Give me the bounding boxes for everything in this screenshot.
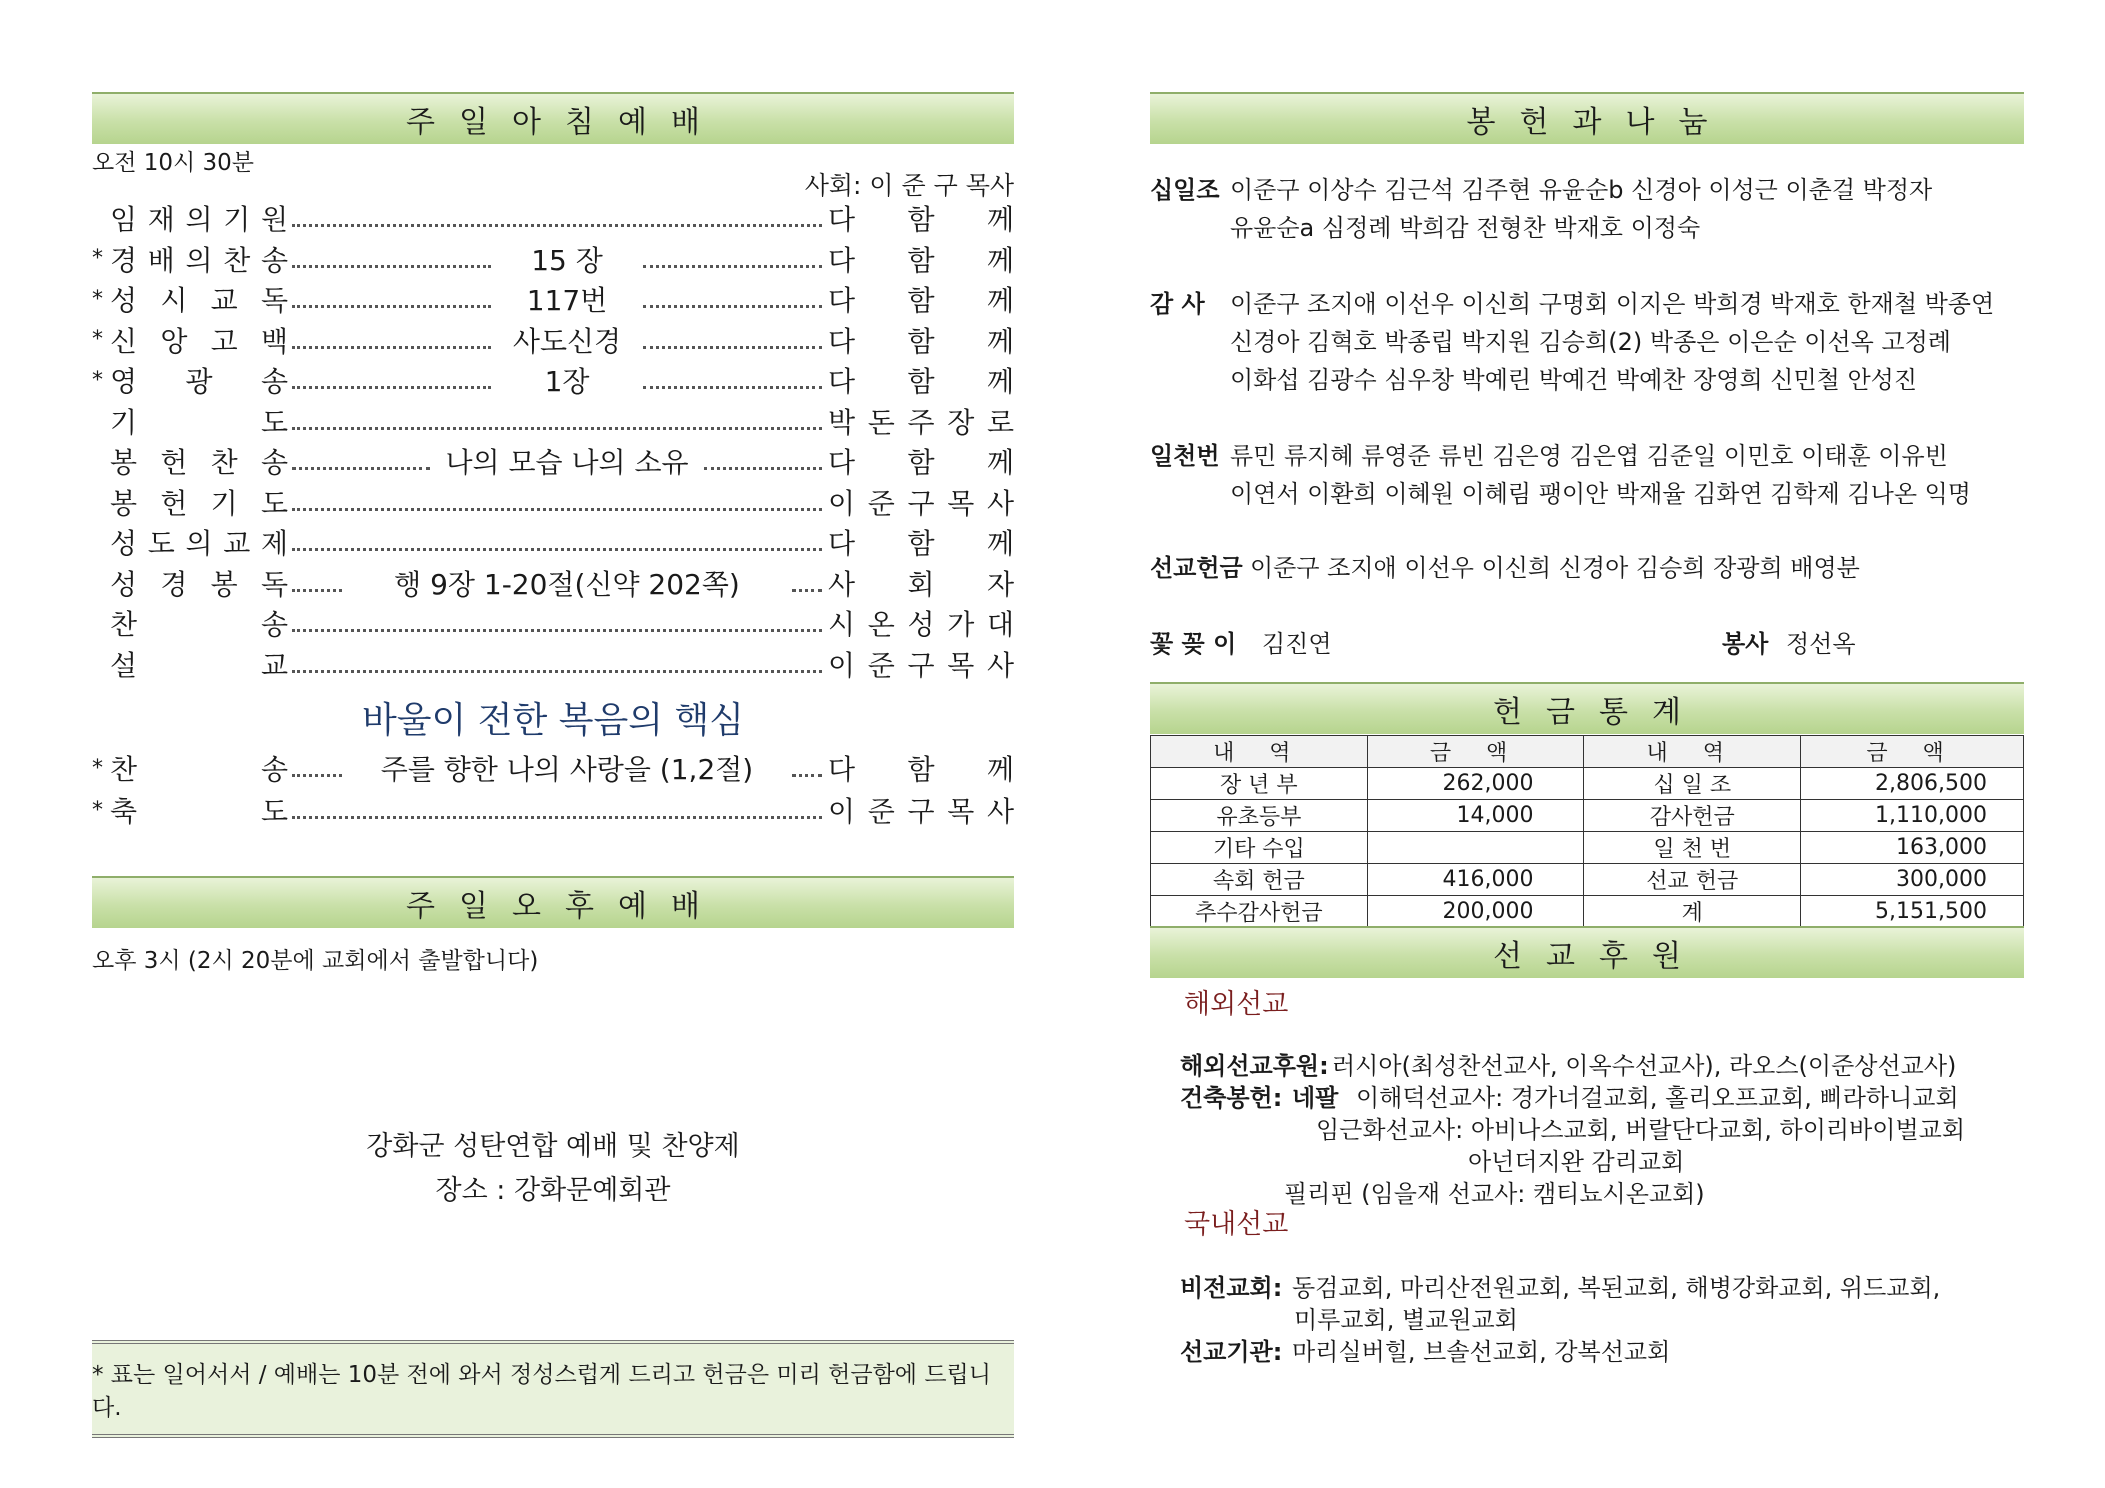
order-row (92, 603, 1014, 643)
building-country-nepal: 네팔 (1292, 1084, 1339, 1112)
mission-org-label: 선교기관: (1180, 1338, 1283, 1366)
order-item-name (110, 748, 288, 788)
table-header-cell: 금 액 (1801, 736, 2024, 768)
leader-dots (292, 548, 822, 551)
footer-notice (92, 1340, 1014, 1438)
order-row (92, 360, 1014, 400)
leader-char: 께 (986, 203, 1014, 236)
leader-char: 목 (947, 486, 975, 520)
table-cell: 속회 헌금 (1151, 864, 1368, 896)
leader-dots (292, 508, 822, 511)
offering-stats-table (1150, 735, 2024, 928)
flower-label: 꽃 꽂 이 (1150, 630, 1237, 658)
order-label (92, 790, 288, 830)
table-cell: 200,000 (1367, 896, 1584, 928)
order-row (92, 441, 1014, 481)
order-item-name (110, 320, 288, 360)
sermon-title: 바울이 전한 복음의 핵심 (361, 700, 745, 741)
order-row (92, 239, 1014, 279)
leader-char: 다 (828, 324, 856, 358)
leader-dots (292, 629, 822, 632)
name-char: 앙 (160, 324, 188, 358)
leader-char: 박 (828, 405, 856, 439)
name-char: 도 (260, 405, 288, 439)
leader-char: 함 (907, 753, 935, 786)
order-label (92, 603, 288, 643)
stats-header (1150, 682, 2024, 734)
name-char: 기 (110, 405, 138, 439)
leader-char: 돈 (867, 405, 895, 439)
thousand-names-1: 류민 류지혜 류영준 류빈 김은영 김은엽 김준일 이민호 이태훈 이유빈 (1230, 442, 1948, 470)
order-item-name (110, 644, 288, 684)
order-item-leader (828, 603, 1014, 643)
name-char: 찬 (223, 243, 251, 277)
name-char: 축 (110, 795, 138, 828)
overseas-support-label: 해외선교후원: (1180, 1052, 1329, 1080)
order-item-leader (828, 790, 1014, 830)
order-item-name (110, 239, 288, 279)
tithe-names-1: 이준구 이상수 김근석 김주현 유윤순b 신경아 이성근 이춘걸 박정자 (1230, 176, 1933, 204)
leader-char: 께 (986, 243, 1014, 277)
name-char: 영 (110, 365, 138, 398)
leader-dots (292, 386, 491, 389)
thanks-label: 감 사 (1150, 290, 1205, 318)
order-item-name (110, 790, 288, 830)
name-char: 의 (185, 527, 213, 560)
leader-char: 다 (828, 243, 856, 277)
order-label (92, 482, 288, 522)
leader-dots (292, 265, 491, 268)
leader-dots (292, 816, 822, 819)
name-char: 송 (260, 365, 288, 398)
leader-dots (792, 774, 822, 777)
name-char: 도 (260, 795, 288, 828)
order-row (92, 790, 1014, 830)
table-header-row (1151, 736, 2024, 768)
table-cell: 추수감사헌금 (1151, 896, 1368, 928)
table-row (1151, 896, 2024, 928)
name-char: 경 (160, 567, 188, 601)
name-char: 송 (260, 446, 288, 479)
tithe-label: 십일조 (1150, 176, 1220, 204)
name-char: 교 (223, 527, 251, 560)
order-item-leader (828, 320, 1014, 360)
leader-dots (643, 346, 822, 349)
afternoon-service-header (92, 876, 1014, 928)
leader-char: 함 (907, 203, 935, 236)
name-char: 성 (110, 567, 138, 601)
order-item-leader (828, 748, 1014, 788)
service-label: 봉사 (1722, 630, 1769, 658)
afternoon-service-title: 주일오후예배 (406, 889, 724, 924)
leader-dots (292, 346, 491, 349)
leader-char: 함 (907, 365, 935, 398)
offering-title: 봉헌과나눔 (1466, 105, 1732, 140)
mission-offering-label: 선교헌금 (1150, 554, 1243, 582)
afternoon-time: 오후 3시 (2시 20분에 교회에서 출발합니다) (92, 948, 539, 974)
service-name: 정선옥 (1786, 630, 1856, 658)
leader-char: 사 (986, 486, 1014, 520)
support-title: 선교후원 (1493, 939, 1705, 974)
order-item-leader (828, 198, 1014, 238)
name-char: 봉 (210, 567, 238, 601)
table-cell: 일 천 번 (1584, 832, 1801, 864)
name-char: 찬 (210, 446, 238, 479)
leader-char: 목 (947, 648, 975, 682)
name-char: 봉 (110, 486, 138, 520)
order-label (92, 522, 288, 562)
vision-church-label: 비전교회: (1180, 1274, 1283, 1302)
name-char: 송 (260, 753, 288, 786)
order-label (92, 279, 288, 319)
order-item-name (110, 198, 288, 238)
table-cell: 선교 헌금 (1584, 864, 1801, 896)
thousand-label: 일천번 (1150, 442, 1220, 470)
order-item-leader (828, 441, 1014, 481)
name-char: 독 (260, 567, 288, 601)
table-cell (1367, 832, 1584, 864)
leader-dots (292, 589, 342, 592)
leader-char: 사 (986, 648, 1014, 682)
table-cell: 300,000 (1801, 864, 2024, 896)
leader-dots (643, 305, 822, 308)
leader-char: 이 (828, 486, 856, 520)
table-header-cell: 내 역 (1584, 736, 1801, 768)
leader-char: 구 (907, 486, 935, 520)
name-char: 독 (260, 284, 288, 317)
leader-char: 자 (986, 567, 1014, 601)
name-char: 광 (185, 365, 213, 398)
standing-marker: * (92, 327, 103, 352)
order-row (92, 748, 1014, 788)
order-item-detail: 1장 (544, 365, 590, 398)
table-row (1151, 768, 2024, 800)
table-header-cell: 금 액 (1367, 736, 1584, 768)
order-label (92, 644, 288, 684)
table-row (1151, 800, 2024, 832)
leader-dots (292, 774, 342, 777)
service-host: 사회: 이 준 구 목사 (804, 171, 1014, 200)
leader-char: 준 (867, 648, 895, 682)
leader-char: 가 (947, 608, 975, 641)
order-label (92, 360, 288, 400)
leader-char: 다 (828, 446, 856, 479)
table-cell: 1,110,000 (1801, 800, 2024, 832)
order-row (92, 644, 1014, 684)
leader-char: 다 (828, 203, 856, 236)
stats-title: 헌금통계 (1493, 695, 1705, 730)
name-char: 헌 (160, 486, 188, 520)
order-row (92, 198, 1014, 238)
leader-char: 함 (907, 284, 935, 317)
leader-char: 이 (828, 795, 856, 828)
tithe-names-2: 유윤순a 심정례 박희감 전형찬 박재호 이정숙 (1230, 214, 1701, 242)
leader-char: 다 (828, 753, 856, 786)
order-item-detail: 사도신경 (512, 324, 622, 358)
name-char: 의 (185, 243, 213, 277)
thanks-names-2: 신경아 김혁호 박종립 박지원 김승희(2) 박종은 이은순 이선옥 고정례 (1230, 328, 1951, 356)
mission-offering-names: 이준구 조지애 이선우 이신희 신경아 김승희 장광희 배영분 (1250, 554, 1860, 582)
table-cell: 2,806,500 (1801, 768, 2024, 800)
order-item-name (110, 522, 288, 562)
order-item-leader (828, 360, 1014, 400)
leader-char: 성 (907, 608, 935, 641)
leader-dots (292, 427, 822, 430)
leader-dots (292, 305, 491, 308)
leader-dots (292, 670, 822, 673)
order-label (92, 320, 288, 360)
name-char: 원 (260, 203, 288, 236)
leader-char: 구 (907, 795, 935, 828)
order-item-detail: 15 장 (531, 243, 603, 277)
order-label (92, 198, 288, 238)
order-row (92, 563, 1014, 603)
order-row (92, 279, 1014, 319)
name-char: 시 (160, 284, 188, 317)
leader-char: 께 (986, 284, 1014, 317)
name-char: 성 (110, 284, 138, 317)
leader-char: 다 (828, 527, 856, 560)
leader-char: 께 (986, 446, 1014, 479)
leader-char: 대 (986, 608, 1014, 641)
leader-dots (292, 467, 430, 470)
order-item-detail: 117번 (526, 284, 608, 317)
leader-char: 함 (907, 446, 935, 479)
leader-char: 회 (907, 567, 935, 601)
leader-char: 함 (907, 324, 935, 358)
leader-char: 준 (867, 486, 895, 520)
order-item-detail: 나의 모습 나의 소유 (445, 446, 689, 479)
name-char: 성 (110, 527, 138, 560)
name-char: 백 (260, 324, 288, 358)
vision-church-text-2: 미루교회, 별교원교회 (1294, 1306, 1518, 1334)
leader-char: 목 (947, 795, 975, 828)
morning-service-title: 주일아침예배 (406, 105, 724, 140)
offering-header (1150, 92, 2024, 144)
leader-char: 께 (986, 527, 1014, 560)
order-item-name (110, 360, 288, 400)
morning-time: 오전 10시 30분 (92, 150, 255, 176)
standing-marker: * (92, 246, 103, 271)
leader-char: 사 (828, 567, 856, 601)
table-cell: 장 년 부 (1151, 768, 1368, 800)
order-label (92, 441, 288, 481)
table-cell: 14,000 (1367, 800, 1584, 832)
name-char: 찬 (110, 753, 138, 786)
leader-char: 함 (907, 527, 935, 560)
name-char: 교 (210, 284, 238, 317)
leader-dots (643, 386, 822, 389)
name-char: 송 (260, 608, 288, 641)
domestic-mission-heading: 국내선교 (1184, 1209, 1289, 1240)
mission-org-text: 마리실버힐, 브솔선교회, 강복선교회 (1292, 1338, 1671, 1366)
support-header (1150, 926, 2024, 978)
order-item-name (110, 563, 288, 603)
leader-char: 장 (947, 405, 975, 439)
name-char: 기 (210, 486, 238, 520)
name-char: 교 (260, 648, 288, 682)
table-cell: 163,000 (1801, 832, 2024, 864)
building-text-3: 아넌더지완 감리교회 (1468, 1148, 1685, 1176)
standing-marker: * (92, 797, 103, 823)
building-text-1: 이해덕선교사: 경가너걸교회, 홀리오프교회, 삐라하니교회 (1356, 1084, 1959, 1112)
order-item-leader (828, 239, 1014, 279)
order-item-name (110, 441, 288, 481)
order-item-leader (828, 563, 1014, 603)
table-row (1151, 864, 2024, 896)
name-char: 봉 (110, 446, 138, 479)
table-cell: 감사헌금 (1584, 800, 1801, 832)
order-item-leader (828, 279, 1014, 319)
order-row (92, 320, 1014, 360)
thanks-names-1: 이준구 조지애 이선우 이신희 구명회 이지은 박희경 박재호 한재철 박종연 (1230, 290, 1995, 318)
name-char: 찬 (110, 608, 138, 641)
leader-char: 께 (986, 324, 1014, 358)
table-header-cell: 내 역 (1151, 736, 1368, 768)
table-row (1151, 832, 2024, 864)
name-char: 재 (147, 203, 175, 236)
order-item-name (110, 603, 288, 643)
leader-char: 이 (828, 648, 856, 682)
order-item-leader (828, 482, 1014, 522)
order-item-name (110, 401, 288, 441)
leader-char: 다 (828, 284, 856, 317)
table-cell: 유초등부 (1151, 800, 1368, 832)
order-row (92, 522, 1014, 562)
name-char: 설 (110, 648, 138, 682)
building-label: 건축봉헌: (1180, 1084, 1283, 1112)
leader-char: 께 (986, 365, 1014, 398)
name-char: 임 (110, 203, 138, 236)
leader-char: 로 (986, 405, 1014, 439)
vision-church-text-1: 동검교회, 마리산전원교회, 복된교회, 해병강화교회, 위드교회, (1292, 1274, 1941, 1302)
leader-dots (292, 224, 822, 227)
building-text-2: 임근화선교사: 아비나스교회, 버랄단다교회, 하이리바이벌교회 (1316, 1116, 1966, 1144)
leader-char: 구 (907, 648, 935, 682)
table-cell: 262,000 (1367, 768, 1584, 800)
order-label (92, 401, 288, 441)
table-cell: 십 일 조 (1584, 768, 1801, 800)
name-char: 배 (147, 243, 175, 277)
thanks-names-3: 이화섭 김광수 심우창 박예린 박예건 박예찬 장영희 신민철 안성진 (1230, 366, 1917, 394)
footer-text: * 표는 일어서서 / 예배는 10분 전에 와서 정성스럽게 드리고 헌금은 미리 헌금함에 드립니다. (92, 1362, 991, 1421)
name-char: 경 (110, 243, 138, 277)
building-text-4: 필리핀 (임을재 선교사: 캠티뇨시온교회) (1284, 1180, 1705, 1208)
order-label (92, 748, 288, 788)
standing-marker: * (92, 367, 103, 393)
leader-char: 함 (907, 243, 935, 277)
order-label (92, 563, 288, 603)
name-char: 신 (110, 324, 138, 358)
order-item-detail: 행 9장 1-20절(신약 202쪽) (394, 567, 740, 601)
thousand-names-2: 이연서 이환희 이혜원 이혜림 팽이안 박재율 김화연 김학제 김나온 익명 (1230, 480, 1971, 508)
order-item-leader (828, 401, 1014, 441)
name-char: 의 (185, 203, 213, 236)
order-item-name (110, 279, 288, 319)
leader-char: 준 (867, 795, 895, 828)
order-item-leader (828, 644, 1014, 684)
event-place: 장소 : 강화문예회관 (435, 1175, 671, 1206)
name-char: 고 (210, 324, 238, 358)
leader-char: 다 (828, 365, 856, 398)
name-char: 도 (147, 527, 175, 560)
order-row (92, 482, 1014, 522)
table-cell: 416,000 (1367, 864, 1584, 896)
event-title: 강화군 성탄연합 예배 및 찬양제 (366, 1131, 740, 1162)
order-item-name (110, 482, 288, 522)
order-item-detail: 주를 향한 나의 사랑을 (1,2절) (380, 753, 754, 786)
order-row (92, 401, 1014, 441)
leader-char: 시 (828, 608, 856, 641)
leader-char: 주 (907, 405, 935, 439)
leader-char: 께 (986, 753, 1014, 786)
overseas-support-text: 러시아(최성찬선교사, 이옥수선교사), 라오스(이준상선교사) (1332, 1052, 1957, 1080)
table-cell: 기타 수입 (1151, 832, 1368, 864)
name-char: 기 (223, 203, 251, 236)
name-char: 송 (260, 243, 288, 277)
flower-name: 김진연 (1262, 630, 1332, 658)
leader-dots (792, 589, 822, 592)
table-cell: 계 (1584, 896, 1801, 928)
standing-marker: * (92, 286, 103, 312)
morning-service-header (92, 92, 1014, 144)
table-cell: 5,151,500 (1801, 896, 2024, 928)
order-item-leader (828, 522, 1014, 562)
leader-dots (643, 265, 822, 268)
order-label (92, 239, 288, 279)
leader-char: 사 (986, 795, 1014, 828)
leader-char: 온 (867, 608, 895, 641)
name-char: 도 (260, 486, 288, 520)
name-char: 헌 (160, 446, 188, 479)
standing-marker: * (92, 755, 103, 781)
name-char: 제 (260, 527, 288, 560)
overseas-mission-heading: 해외선교 (1184, 989, 1289, 1020)
leader-dots (704, 467, 822, 470)
